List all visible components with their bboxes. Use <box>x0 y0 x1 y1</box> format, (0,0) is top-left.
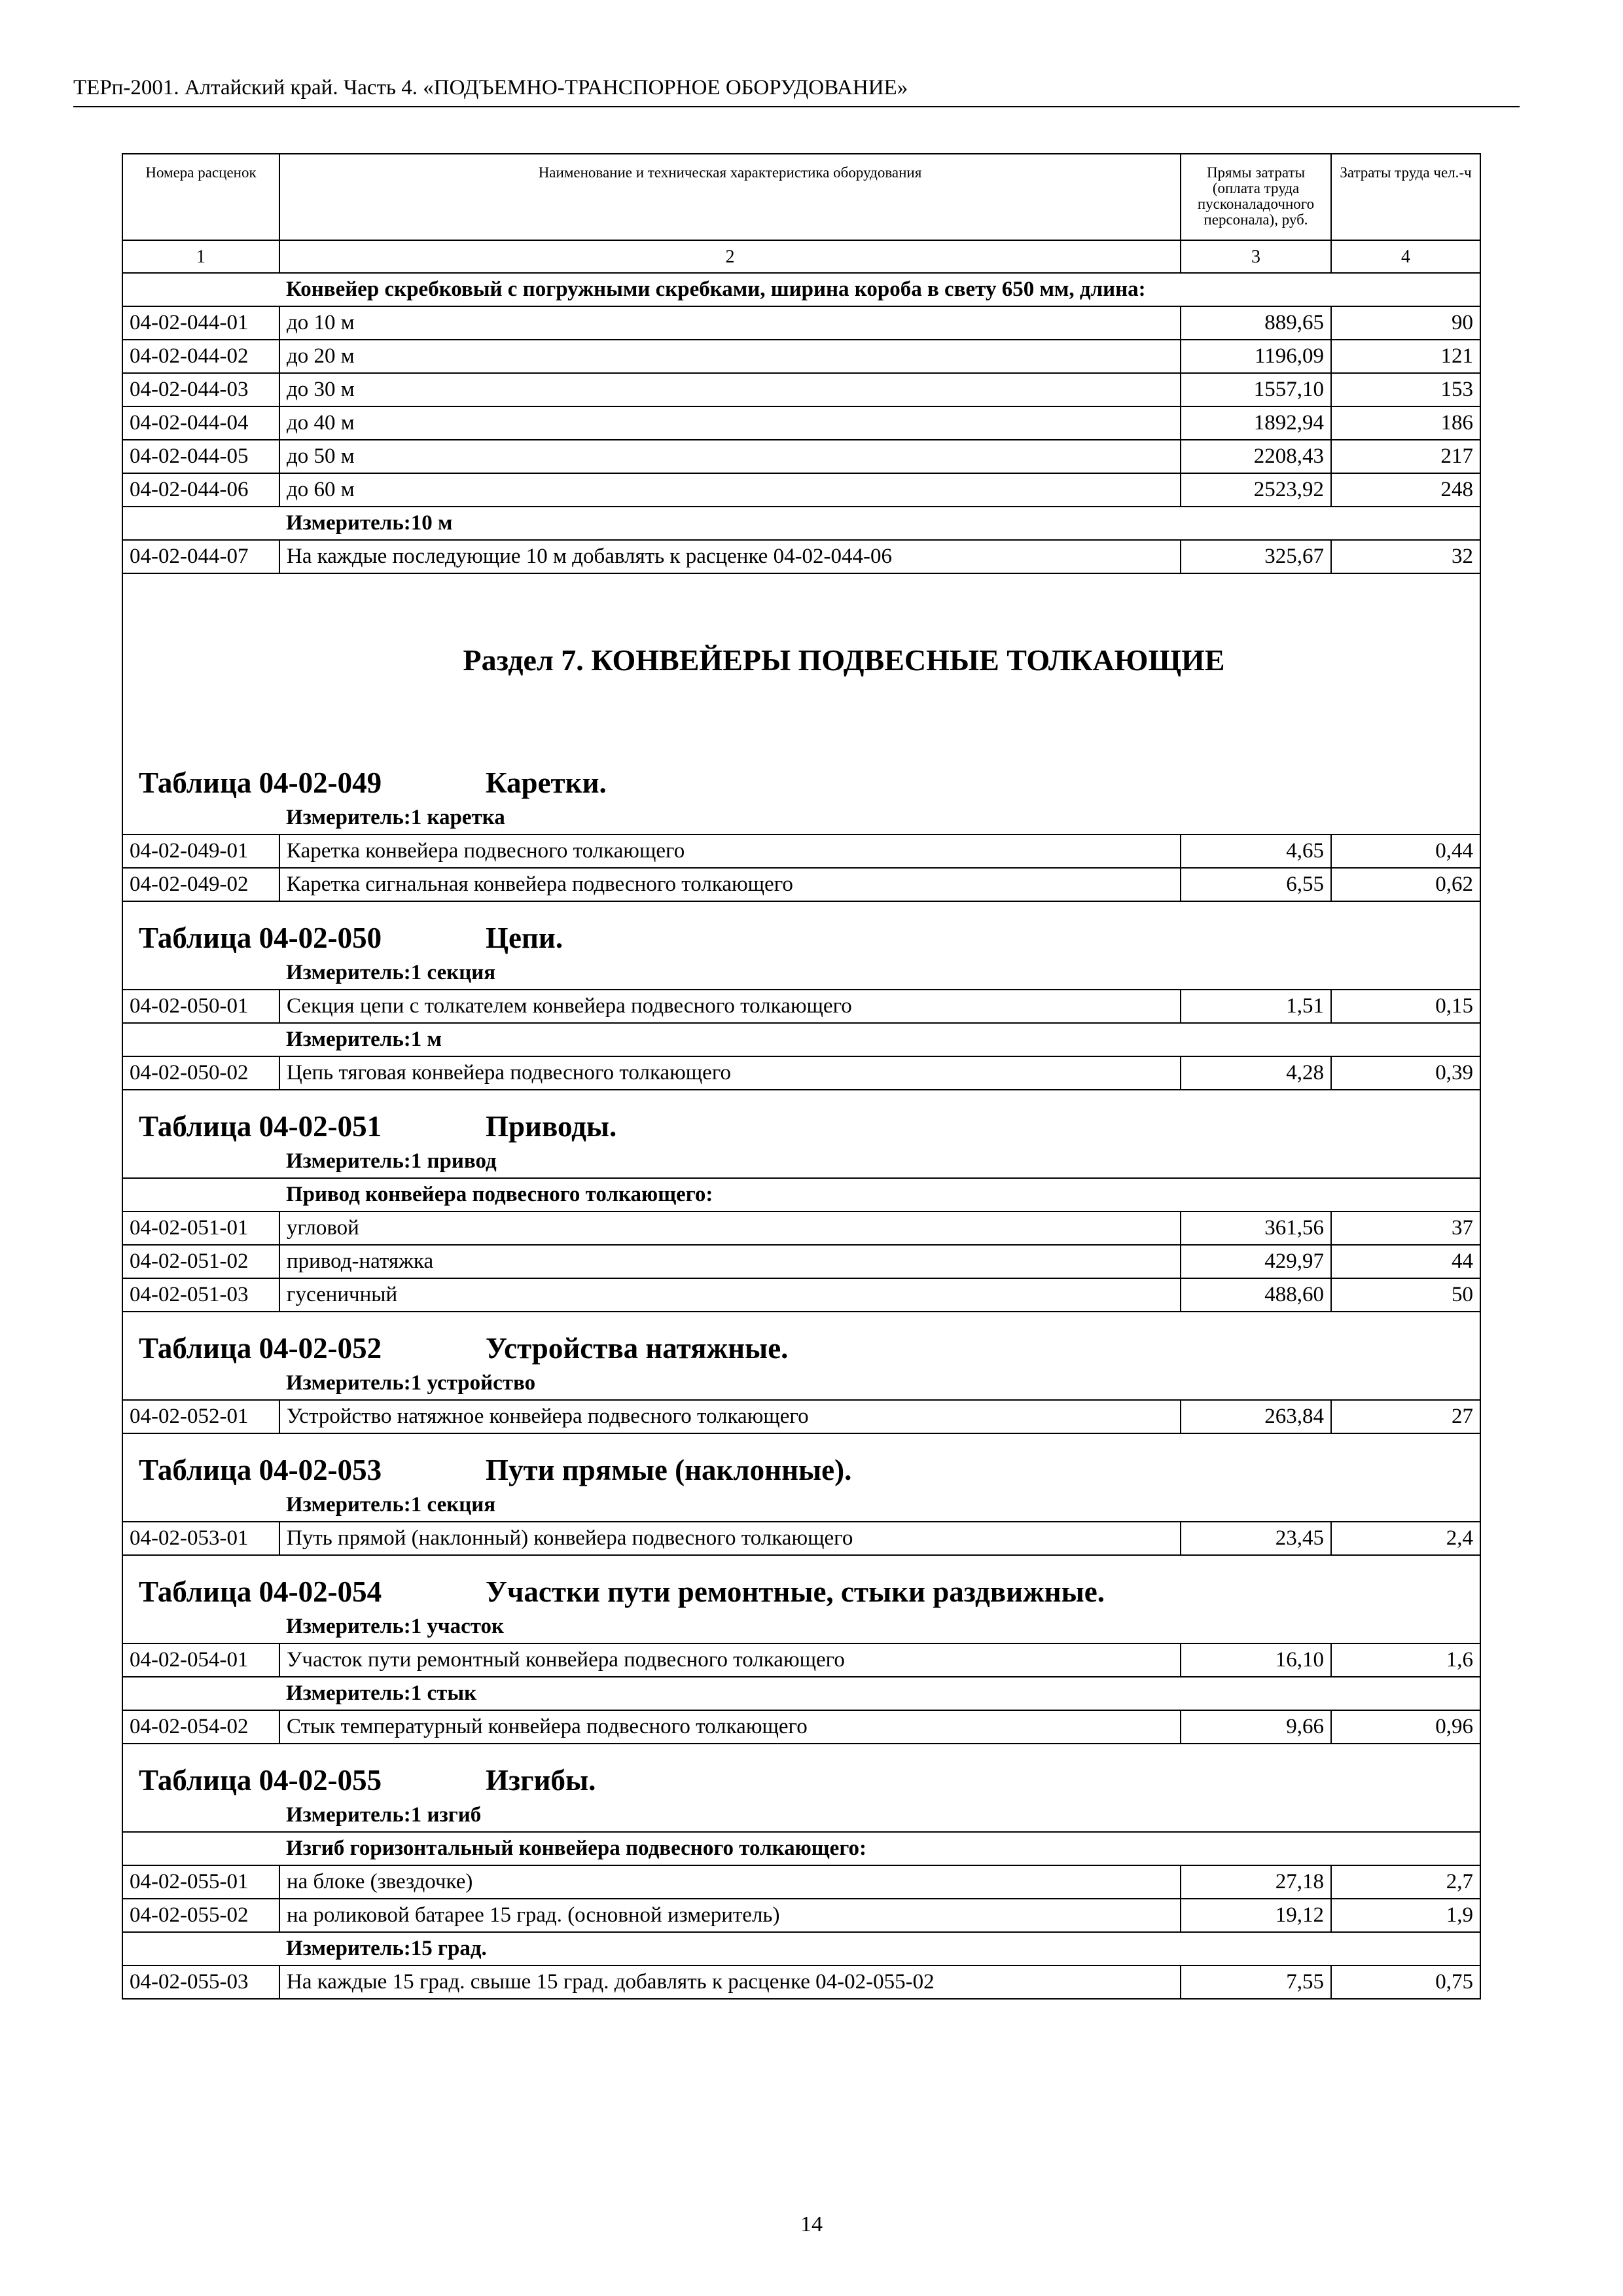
item-description: до 10 м <box>279 306 1181 340</box>
rate-code: 04-02-044-07 <box>122 540 279 573</box>
direct-cost: 23,45 <box>1181 1522 1331 1555</box>
measure-row <box>122 1799 1480 1832</box>
rate-code: 04-02-050-02 <box>122 1056 279 1090</box>
rate-code: 04-02-044-06 <box>122 473 279 507</box>
item-description: на роликовой батарее 15 град. (основной измеритель) <box>279 1899 1181 1932</box>
column-header-codes: Номера расценок <box>122 154 279 240</box>
item-description: до 30 м <box>279 373 1181 406</box>
section-heading-row <box>122 573 1480 747</box>
direct-cost: 4,65 <box>1181 834 1331 868</box>
empty-cell <box>122 1489 279 1522</box>
measure-unit: Измеритель:1 участок <box>279 1611 1480 1643</box>
direct-cost: 1557,10 <box>1181 373 1331 406</box>
table-heading <box>122 747 1480 802</box>
rate-code: 04-02-054-01 <box>122 1643 279 1677</box>
group-heading: Изгиб горизонтальный конвейера подвесного толкающего: <box>279 1832 1480 1865</box>
rate-code: 04-02-055-02 <box>122 1899 279 1932</box>
table-row <box>122 1522 1480 1555</box>
rate-code: 04-02-044-02 <box>122 340 279 373</box>
table-row <box>122 1899 1480 1932</box>
rate-code: 04-02-053-01 <box>122 1522 279 1555</box>
rate-code: 04-02-044-01 <box>122 306 279 340</box>
labor-cost: 2,7 <box>1331 1865 1480 1899</box>
direct-cost: 263,84 <box>1181 1400 1331 1433</box>
labor-cost: 2,4 <box>1331 1522 1480 1555</box>
measure-row <box>122 1489 1480 1522</box>
labor-cost: 0,96 <box>1331 1710 1480 1744</box>
table-heading-row <box>122 1312 1480 1367</box>
labor-cost: 186 <box>1331 406 1480 440</box>
labor-cost: 0,62 <box>1331 868 1480 901</box>
item-description: Цепь тяговая конвейера подвесного толкающего <box>279 1056 1181 1090</box>
measure-unit: Измеритель:1 секция <box>279 957 1480 990</box>
item-description: до 20 м <box>279 340 1181 373</box>
column-header-direct-costs: Прямы затраты (оплата труда пусконаладочного персонала), руб. <box>1181 154 1331 240</box>
measure-row <box>122 1145 1480 1178</box>
table-number: Таблица 04-02-052 <box>139 1332 382 1365</box>
labor-cost: 50 <box>1331 1278 1480 1312</box>
labor-cost: 44 <box>1331 1245 1480 1278</box>
page-header: ТЕРп-2001. Алтайский край. Часть 4. «ПОДЪЕМНО-ТРАНСПОРНОЕ ОБОРУДОВАНИЕ» <box>73 76 908 99</box>
table-title: Устройства натяжные. <box>486 1332 789 1365</box>
direct-cost: 361,56 <box>1181 1211 1331 1245</box>
labor-cost: 90 <box>1331 306 1480 340</box>
item-description: до 60 м <box>279 473 1181 507</box>
measure-unit: Измеритель:1 секция <box>279 1489 1480 1522</box>
table-row <box>122 473 1480 507</box>
item-description: до 40 м <box>279 406 1181 440</box>
labor-cost: 217 <box>1331 440 1480 473</box>
rate-code: 04-02-051-03 <box>122 1278 279 1312</box>
empty-cell <box>122 957 279 990</box>
table-row <box>122 1278 1480 1312</box>
rate-code: 04-02-044-04 <box>122 406 279 440</box>
item-description: угловой <box>279 1211 1181 1245</box>
labor-cost: 32 <box>1331 540 1480 573</box>
measure-row <box>122 1611 1480 1643</box>
group-heading: Измеритель:10 м <box>279 507 1480 540</box>
table-header-row <box>122 154 1480 240</box>
empty-cell <box>122 1023 279 1056</box>
page-number: 14 <box>800 2212 823 2236</box>
direct-cost: 1196,09 <box>1181 340 1331 373</box>
table-title: Цепи. <box>486 922 563 954</box>
rate-code: 04-02-054-02 <box>122 1710 279 1744</box>
direct-cost: 325,67 <box>1181 540 1331 573</box>
direct-cost: 488,60 <box>1181 1278 1331 1312</box>
rate-code: 04-02-055-01 <box>122 1865 279 1899</box>
labor-cost: 27 <box>1331 1400 1480 1433</box>
rate-code: 04-02-049-02 <box>122 868 279 901</box>
table-row <box>122 440 1480 473</box>
table-row <box>122 868 1480 901</box>
direct-cost: 889,65 <box>1181 306 1331 340</box>
rate-code: 04-02-044-05 <box>122 440 279 473</box>
direct-cost: 2208,43 <box>1181 440 1331 473</box>
direct-cost: 429,97 <box>1181 1245 1331 1278</box>
group-heading: Измеритель:1 м <box>279 1023 1480 1056</box>
item-description: гусеничный <box>279 1278 1181 1312</box>
item-description: Участок пути ремонтный конвейера подвесного толкающего <box>279 1643 1181 1677</box>
table-title: Пути прямые (наклонные). <box>486 1454 852 1486</box>
group-heading-row <box>122 1677 1480 1710</box>
column-header-labor: Затраты труда чел.-ч <box>1331 154 1480 240</box>
table-number: Таблица 04-02-049 <box>139 766 382 799</box>
item-description: Каретка сигнальная конвейера подвесного толкающего <box>279 868 1181 901</box>
labor-cost: 37 <box>1331 1211 1480 1245</box>
table-heading-row <box>122 747 1480 802</box>
table-row <box>122 540 1480 573</box>
direct-cost: 9,66 <box>1181 1710 1331 1744</box>
table-row <box>122 1245 1480 1278</box>
table-row <box>122 1865 1480 1899</box>
group-heading-row <box>122 1832 1480 1865</box>
labor-cost: 121 <box>1331 340 1480 373</box>
table-row <box>122 1643 1480 1677</box>
column-header-description: Наименование и техническая характеристика оборудования <box>279 154 1181 240</box>
table-row <box>122 1710 1480 1744</box>
item-description: На каждые последующие 10 м добавлять к расценке 04-02-044-06 <box>279 540 1181 573</box>
column-number: 3 <box>1181 240 1331 273</box>
column-number: 4 <box>1331 240 1480 273</box>
empty-cell <box>122 273 279 306</box>
rate-code: 04-02-051-01 <box>122 1211 279 1245</box>
column-number: 1 <box>122 240 279 273</box>
table-row <box>122 406 1480 440</box>
table-number: Таблица 04-02-050 <box>139 922 382 954</box>
group-heading-row <box>122 1178 1480 1211</box>
column-number: 2 <box>279 240 1181 273</box>
table-row <box>122 373 1480 406</box>
group-heading: Измеритель:15 град. <box>279 1932 1480 1965</box>
item-description: На каждые 15 град. свыше 15 град. добавлять к расценке 04-02-055-02 <box>279 1965 1181 1999</box>
group-heading: Измеритель:1 стык <box>279 1677 1480 1710</box>
table-row <box>122 1056 1480 1090</box>
table-row <box>122 1400 1480 1433</box>
table-title: Каретки. <box>486 766 607 799</box>
table-title: Изгибы. <box>486 1764 596 1797</box>
table-heading <box>122 1090 1480 1145</box>
table-heading <box>122 901 1480 957</box>
item-description: Секция цепи с толкателем конвейера подвесного толкающего <box>279 990 1181 1023</box>
section-title: Раздел 7. КОНВЕЙЕРЫ ПОДВЕСНЫЕ ТОЛКАЮЩИЕ <box>122 573 1480 747</box>
table-row <box>122 340 1480 373</box>
table-heading <box>122 1312 1480 1367</box>
item-description: до 50 м <box>279 440 1181 473</box>
empty-cell <box>122 1932 279 1965</box>
group-heading-row <box>122 1023 1480 1056</box>
group-heading-row <box>122 273 1480 306</box>
empty-cell <box>122 1611 279 1643</box>
empty-cell <box>122 1677 279 1710</box>
table-row <box>122 1211 1480 1245</box>
table-heading <box>122 1555 1480 1611</box>
table-heading-row <box>122 901 1480 957</box>
table-number: Таблица 04-02-053 <box>139 1454 382 1486</box>
labor-cost: 0,39 <box>1331 1056 1480 1090</box>
direct-cost: 7,55 <box>1181 1965 1331 1999</box>
table-heading-row <box>122 1744 1480 1799</box>
group-heading-row <box>122 507 1480 540</box>
empty-cell <box>122 507 279 540</box>
measure-row <box>122 802 1480 834</box>
rate-code: 04-02-052-01 <box>122 1400 279 1433</box>
rate-code: 04-02-050-01 <box>122 990 279 1023</box>
table-number: Таблица 04-02-055 <box>139 1764 382 1797</box>
table-row <box>122 306 1480 340</box>
labor-cost: 1,9 <box>1331 1899 1480 1932</box>
measure-row <box>122 957 1480 990</box>
direct-cost: 27,18 <box>1181 1865 1331 1899</box>
item-description: Устройство натяжное конвейера подвесного толкающего <box>279 1400 1181 1433</box>
table-title: Приводы. <box>486 1110 617 1143</box>
price-table <box>122 153 1481 2000</box>
item-description: привод-натяжка <box>279 1245 1181 1278</box>
empty-cell <box>122 1145 279 1178</box>
empty-cell <box>122 1799 279 1832</box>
labor-cost: 0,44 <box>1331 834 1480 868</box>
item-description: Стык температурный конвейера подвесного толкающего <box>279 1710 1181 1744</box>
rate-code: 04-02-051-02 <box>122 1245 279 1278</box>
empty-cell <box>122 1832 279 1865</box>
empty-cell <box>122 1178 279 1211</box>
direct-cost: 2523,92 <box>1181 473 1331 507</box>
item-description: Путь прямой (наклонный) конвейера подвесного толкающего <box>279 1522 1181 1555</box>
measure-unit: Измеритель:1 привод <box>279 1145 1480 1178</box>
table-heading-row <box>122 1555 1480 1611</box>
measure-unit: Измеритель:1 изгиб <box>279 1799 1480 1832</box>
rate-code: 04-02-055-03 <box>122 1965 279 1999</box>
item-description: на блоке (звездочке) <box>279 1865 1181 1899</box>
group-heading: Конвейер скребковый с погружными скребками, ширина короба в свету 650 мм, длина: <box>279 273 1480 306</box>
measure-unit: Измеритель:1 каретка <box>279 802 1480 834</box>
direct-cost: 1892,94 <box>1181 406 1331 440</box>
group-heading: Привод конвейера подвесного толкающего: <box>279 1178 1480 1211</box>
rate-code: 04-02-044-03 <box>122 373 279 406</box>
table-row <box>122 990 1480 1023</box>
item-description: Каретка конвейера подвесного толкающего <box>279 834 1181 868</box>
direct-cost: 6,55 <box>1181 868 1331 901</box>
direct-cost: 4,28 <box>1181 1056 1331 1090</box>
empty-cell <box>122 1367 279 1400</box>
table-row <box>122 1965 1480 1999</box>
labor-cost: 1,6 <box>1331 1643 1480 1677</box>
measure-row <box>122 1367 1480 1400</box>
direct-cost: 1,51 <box>1181 990 1331 1023</box>
measure-unit: Измеритель:1 устройство <box>279 1367 1480 1400</box>
table-title: Участки пути ремонтные, стыки раздвижные. <box>486 1575 1105 1608</box>
table-heading <box>122 1433 1480 1489</box>
labor-cost: 248 <box>1331 473 1480 507</box>
header-divider <box>73 106 1520 107</box>
table-number: Таблица 04-02-051 <box>139 1110 382 1143</box>
table-number: Таблица 04-02-054 <box>139 1575 382 1608</box>
column-number-row <box>122 240 1480 273</box>
table-row <box>122 834 1480 868</box>
table-heading-row <box>122 1090 1480 1145</box>
labor-cost: 0,75 <box>1331 1965 1480 1999</box>
empty-cell <box>122 802 279 834</box>
direct-cost: 19,12 <box>1181 1899 1331 1932</box>
labor-cost: 153 <box>1331 373 1480 406</box>
labor-cost: 0,15 <box>1331 990 1480 1023</box>
table-heading-row <box>122 1433 1480 1489</box>
direct-cost: 16,10 <box>1181 1643 1331 1677</box>
table-heading <box>122 1744 1480 1799</box>
rate-code: 04-02-049-01 <box>122 834 279 868</box>
group-heading-row <box>122 1932 1480 1965</box>
